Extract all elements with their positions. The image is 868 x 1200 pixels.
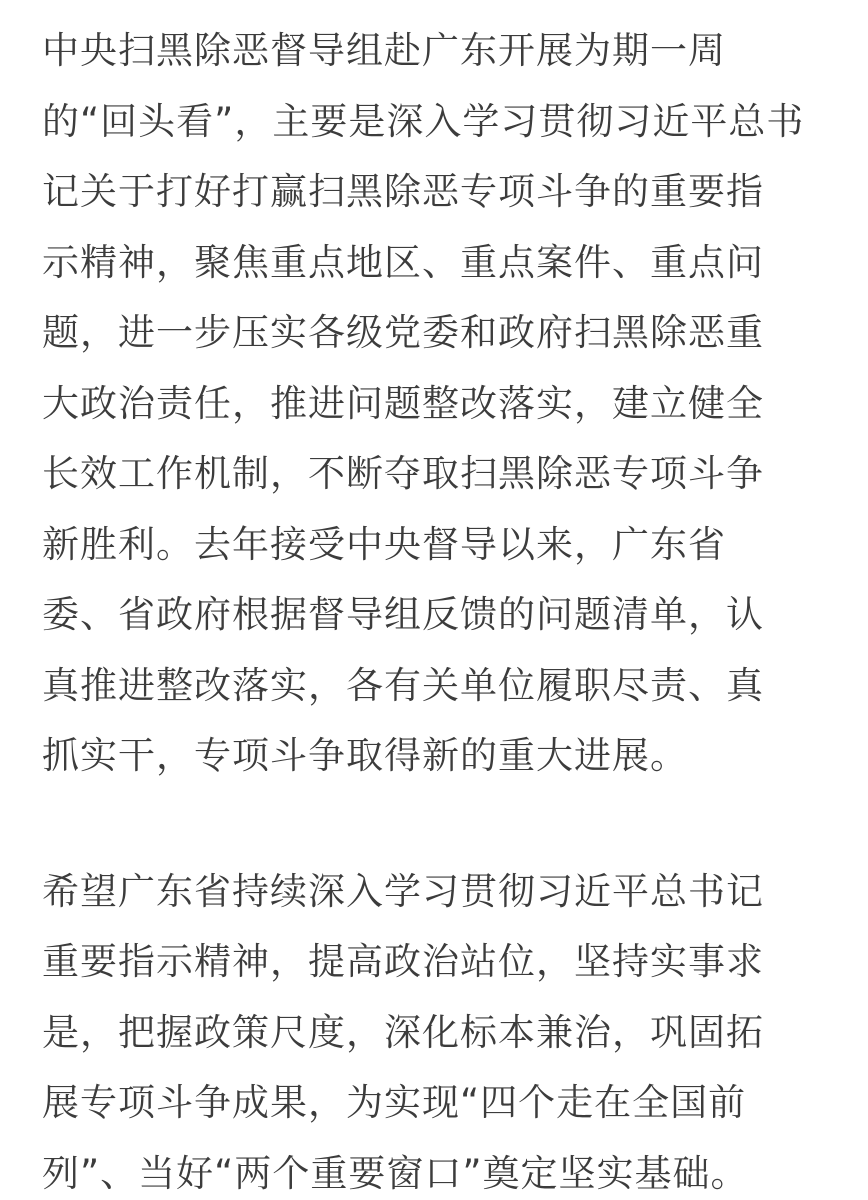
text-line: 的“回头看”，主要是深入学习贯彻习近平总书 — [42, 99, 805, 143]
text-line: 记关于打好打赢扫黑除恶专项斗争的重要指 — [42, 170, 764, 213]
paragraph-1 — [42, 16, 868, 792]
text-line: 列”、当好“两个重要窗口”奠定坚实基础。 — [42, 1151, 749, 1195]
paragraph-2 — [42, 857, 868, 1200]
text-line: 展专项斗争成果，为实现“四个走在全国前 — [42, 1081, 747, 1124]
text-line: 中央扫黑除恶督导组赴广东开展为期一周 — [42, 29, 726, 72]
text-line: 示精神，聚焦重点地区、重点案件、重点问 — [42, 240, 764, 284]
text-line: 重要指示精神，提高政治站位，坚持实事求 — [42, 940, 764, 983]
text-line: 长效工作机制，不断夺取扫黑除恶专项斗争 — [42, 452, 764, 495]
text-line: 是，把握政策尺度，深化标本兼治，巩固拓 — [42, 1010, 764, 1054]
text-line: 大政治责任，推进问题整改落实，建立健全 — [42, 381, 764, 425]
text-line: 真推进整改落实，各有关单位履职尽责、真 — [42, 663, 764, 707]
text-line: 抓实干，专项斗争取得新的重大进展。 — [42, 734, 688, 777]
text-line: 新胜利。去年接受中央督导以来，广东省 — [42, 522, 726, 566]
paragraph-spacer — [42, 792, 868, 857]
text-line: 希望广东省持续深入学习贯彻习近平总书记 — [42, 869, 764, 913]
text-line: 委、省政府根据督导组反馈的问题清单，认 — [42, 593, 764, 636]
text-line: 题，进一步压实各级党委和政府扫黑除恶重 — [42, 311, 764, 354]
